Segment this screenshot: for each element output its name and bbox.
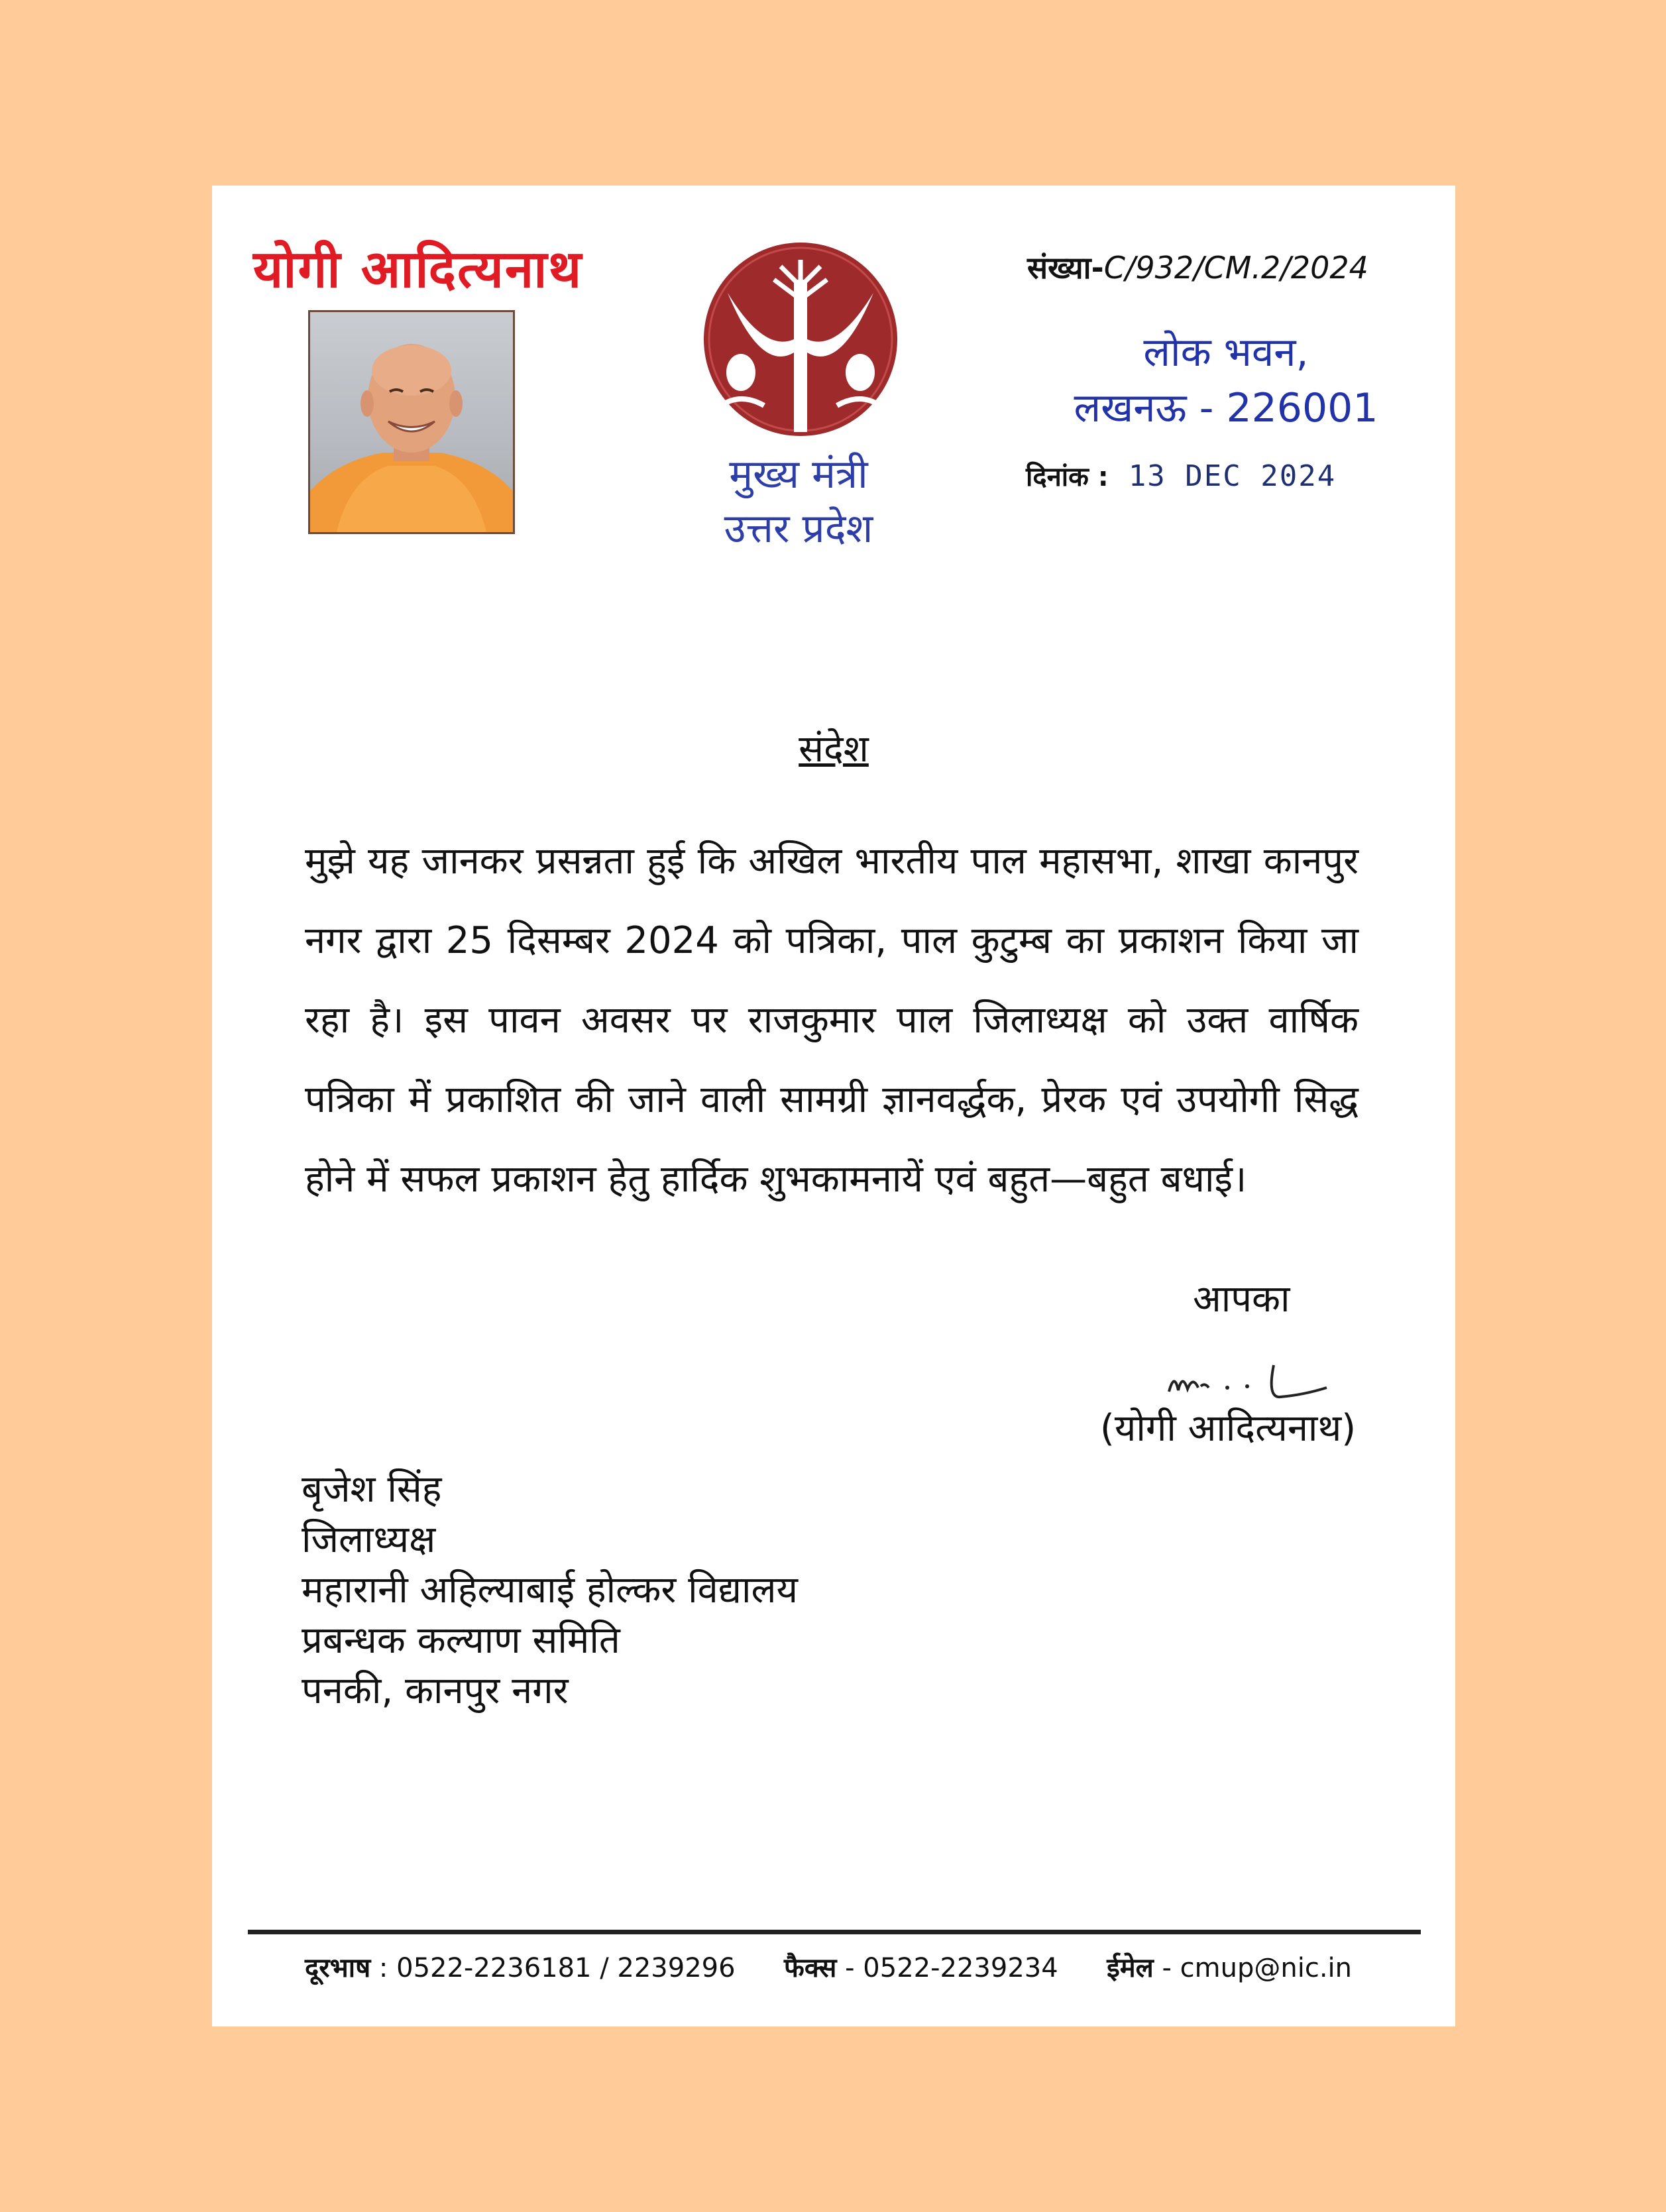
date-label: दिनांक : [1026,462,1109,492]
designation-line1: मुख्य मंत्री [729,451,868,498]
designation [643,447,954,556]
address-line2: लखनऊ - 226001 [1074,385,1378,431]
closing-salutation: आपका [1193,1278,1290,1321]
state-emblem [701,240,900,439]
portrait-photo [308,310,515,534]
address-line1: लोक भवन, [1143,329,1309,376]
office-address [1027,325,1425,436]
recipient-line: जिलाध्यक्ष [302,1518,436,1561]
fax-value: - 0522-2239234 [845,1953,1058,1983]
reference-number [1027,247,1368,288]
sender-name: योगी आदित्यनाथ [253,240,583,300]
phone-label: दूरभाष [305,1953,371,1983]
letter-body: मुझे यह जानकर प्रसन्नता हुई कि अखिल भारतीय पाल महासभा, शाखा कानपुर नगर द्वारा 25 दिसम्बर 2024 को पत्रिका, पाल कुटुम्ब का प्रकाशन किया जा रहा है। इस पावन अवसर पर राजकुमार पाल जिलाध्यक्ष को उक्त वार्षिक पत्रिका में प्रकाशित की जाने वाली सामग्री ज्ञानवर्द्धक, प्रेरक एवं उपयोगी सिद्ध होने में सफल प्रकाशन हेतु हार्दिक शुभकामनायें एवं बहुत—बहुत बधाई। [305,840,1359,1201]
footer-divider [248,1930,1421,1934]
recipient-block [302,1465,798,1716]
designation-line2: उत्तर प्रदेश [724,506,873,552]
phone-value: : 0522-2236181 / 2239296 [378,1953,736,1983]
date-stamp: 13 DEC 2024 [1128,459,1337,493]
recipient-line: बृजेश सिंह [302,1468,442,1511]
portrait-illustration [310,312,513,532]
emblem-icon [701,240,900,439]
signer-name: (योगी आदित्यनाथ) [1100,1407,1357,1450]
reference-label: संख्या- [1027,250,1104,286]
letter-page [212,186,1455,2026]
recipient-line: प्रबन्धक कल्याण समिति [302,1619,620,1662]
email-label: ईमेल [1107,1953,1154,1983]
letter-heading: संदेश [799,728,869,771]
recipient-line: महारानी अहिल्याबाई होल्कर विद्यालय [302,1569,798,1612]
contact-footer [305,1948,1352,1985]
recipient-line: पनकी, कानपुर नगर [302,1669,569,1712]
date-row [1026,457,1336,494]
email-value: - cmup@nic.in [1162,1953,1353,1983]
reference-value: C/932/CM.2/2024 [1103,250,1368,286]
fax-label: फैक्स [783,1953,837,1983]
